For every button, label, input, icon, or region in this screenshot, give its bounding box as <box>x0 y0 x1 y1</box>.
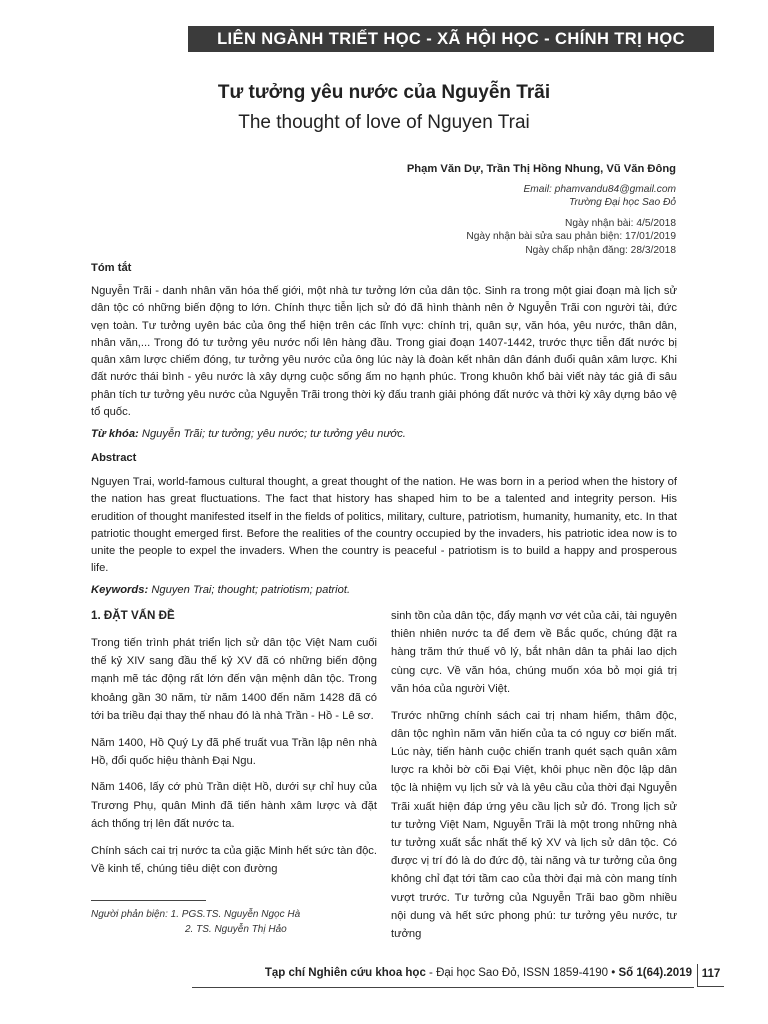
body-paragraph: Trước những chính sách cai trị nham hiểm, thâm độc, dân tộc nghìn năm văn hiến của ta có nguy cơ biến mất. Lúc này, tiến hành cuộc chiến tranh quét sạch quân xâm lược ra khỏi bờ cõi Đại Việt, khôi phục nền độc lập dân tộc là nhiệm vụ lịch sử và là yêu cầu của thời đại Nguyễn Trãi xuất hiện đáp ứng yêu cầu lịch sử đó. Trong lịch sử tư tưởng Việt Nam, Nguyễn Trãi là một trong những nhà tư tưởng xuất sắc nhất thế kỷ XV và lịch sử dân tộc. Có được vị trí đó là do đức độ, tài năng và tư tưởng của ông không chỉ đạt tới tầm cao của thời đại mà còn mang tính vượt trước. Tư tưởng của Nguyễn Trãi bao gồm nhiều nội dung và hết sức phong phú: tư tưởng yêu nước, tư tưởng <box>391 709 677 940</box>
date-received: Ngày nhận bài: 4/5/2018 <box>564 218 676 229</box>
body-paragraph: Trong tiến trình phát triển lịch sử dân tộc Việt Nam cuối thế kỷ XIV sang đầu thế kỷ XV đã có những biến động mạnh mẽ tác động rất lớn đến vận mệnh dân tộc. Trong khoảng gần 30 năm, từ năm 1400 đến năm 1428 đã có tới ba triều đại thay thế nhau đó là nhà Trần - Hồ - Lê sơ. <box>91 637 377 722</box>
body-paragraph: Năm 1400, Hồ Quý Ly đã phế truất vua Trần lập nên nhà Hồ, đổi quốc hiệu thành Đại Ngu. <box>91 736 377 767</box>
summary-keywords-label: Từ khóa: <box>91 428 139 440</box>
footnote-divider <box>91 900 206 901</box>
body-paragraph: Năm 1406, lấy cớ phù Trần diệt Hồ, dưới sự chỉ huy của Trương Phụ, quân Minh đã tiến hành xâm lược và đặt ách thống trị lên đất nước ta. <box>91 781 377 830</box>
section-banner: LIÊN NGÀNH TRIẾT HỌC - XÃ HỘI HỌC - CHÍNH TRỊ HỌC <box>188 26 714 52</box>
body-paragraph: sinh tồn của dân tộc, đẩy mạnh vơ vét của cải, tài nguyên thiên nhiên nước ta để đem về Bắc quốc, chúng đặt ra hàng trăm thứ thuế vô lý, bắt nhân dân ta phải lao dịch cùng cực. Về văn hóa, chúng muốn xóa bỏ mọi giá trị văn hóa của người Việt. <box>391 610 677 695</box>
journal-name: Tạp chí Nghiên cứu khoa học <box>264 967 426 979</box>
summary-text: Nguyễn Trãi - danh nhân văn hóa thế giới, một nhà tư tưởng lớn của dân tộc. Sinh ra trong một giai đoạn mà lịch sử dân tộc có những biến động to lớn. Chính thực tiễn lịch sử đó đã hình thành nên ở Nguyễn Trãi con người tài, đức vẹn toàn. Tư tưởng uyên bác của ông thể hiện trên các lĩnh vực: chính trị, quân sự, văn hóa, yêu nước, thân dân, nhân văn,... Trong đó tư tưởng yêu nước nổi lên hàng đầu. Trong giai đoạn 1407-1442, trước thực tiễn đất nước bị quân xâm lược chiếm đóng, tư tưởng yêu nước của ông lúc này là đoàn kết nhân dân đánh đuổi quân xâm lược. Khi đất nước thái bình - yêu nước là xây dựng cuộc sống ấm no hạnh phúc. Trong khuôn khổ bài viết này tác giả đi sâu phân tích tư tưởng yêu nước của Nguyễn Trãi trong thời kỳ đấu tranh giải phóng đất nước và thời kỳ xây dựng bảo vệ tổ quốc. <box>91 285 677 419</box>
abstract-keywords-value: Nguyen Trai; thought; patriotism; patriot. <box>151 584 351 596</box>
page-number: 117 <box>697 964 724 987</box>
footnote-line: 2. TS. Nguyễn Thị Hảo <box>185 924 287 935</box>
bullet-icon: • <box>611 967 616 979</box>
author-affiliation: Trường Đại học Sao Đỏ <box>569 197 676 208</box>
body-column-left <box>91 634 377 886</box>
author-email: Email: phamvandu84@gmail.com <box>523 184 676 195</box>
date-revised: Ngày nhận bài sửa sau phản biện: 17/01/2019 <box>466 231 676 243</box>
journal-footer <box>192 967 692 979</box>
author-list: Phạm Văn Dự, Trần Thị Hồng Nhung, Vũ Văn Đông <box>406 163 676 175</box>
summary-keywords-value: Nguyễn Trãi; tư tưởng; yêu nước; tư tưởng yêu nước. <box>141 428 406 440</box>
summary-keywords <box>91 426 691 443</box>
abstract-heading: Abstract <box>91 452 137 464</box>
article-title-vietnamese: Tư tưởng yêu nước của Nguyễn Trãi <box>217 82 551 103</box>
footnote-line: Người phản biện: 1. PGS.TS. Nguyễn Ngọc Hà <box>91 909 301 920</box>
abstract-keywords-label: Keywords: <box>91 584 149 596</box>
journal-issue: Số 1(64).2019 <box>618 967 692 979</box>
footer-divider <box>192 987 694 988</box>
date-accepted: Ngày chấp nhận đăng: 28/3/2018 <box>525 244 676 256</box>
abstract-keywords <box>91 582 691 599</box>
section-heading: 1. ĐẶT VẤN ĐỀ <box>91 609 175 622</box>
summary-heading: Tóm tắt <box>91 262 132 274</box>
article-title-english: The thought of love of Nguyen Trai <box>238 112 530 133</box>
journal-publisher: - Đại học Sao Đỏ, ISSN 1859-4190 <box>425 967 612 979</box>
reviewers-footnote <box>91 907 300 937</box>
body-paragraph: Chính sách cai trị nước ta của giặc Minh hết sức tàn độc. Về kinh tế, chúng tiêu diệt con đường <box>91 844 377 875</box>
submission-dates <box>466 217 676 257</box>
abstract-text: Nguyen Trai, world-famous cultural thought, a great thought of the nation. He was born in a period when the history of the nation has great fluctuations. The fact that history has shaped him to be a talented and integrity person. His erudition of thought manifested itself in the fields of politics, military, culture, patriotism, humanity, humanity, etc. In that patriotic thought emerged first. Before the realities of the country occupied by the invaders, his patriotic idea now is to unite the people to expel the invaders. When the country is peaceful - patriotism is to build a happy and prosperous life. <box>91 476 677 575</box>
body-column-right <box>391 607 677 952</box>
